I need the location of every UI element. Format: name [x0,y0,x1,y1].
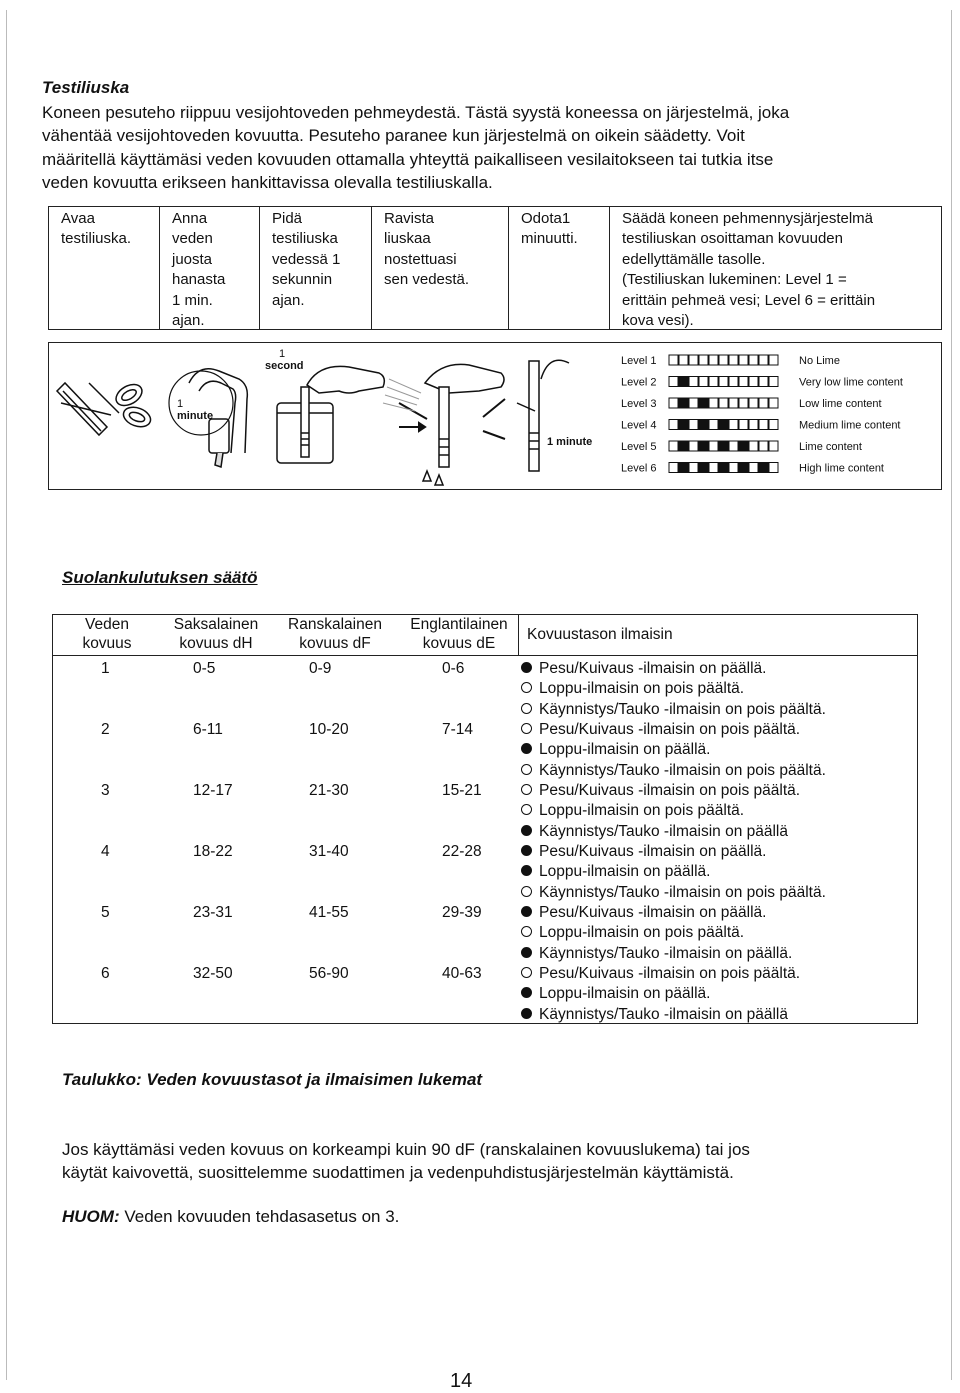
header-indicator [527,625,673,644]
level-box [669,398,678,408]
one-second-unit: second [265,360,304,372]
level-box [669,355,678,365]
header-text: Kovuustason ilmaisin [527,626,673,643]
wait-label: 1 minute [547,436,593,448]
step-2 [159,207,259,329]
header-text: kovuus dH [179,635,253,652]
level-chart [621,355,903,475]
level-box [729,420,738,430]
step-text: hanasta [172,271,226,289]
level-box [759,420,768,430]
one-minute-number: 1 [177,398,184,410]
step-text: erittäin pehmeä vesi; Level 6 = erittäin [622,291,876,309]
level-label: Level 5 [621,441,657,453]
cell-level: 3 [101,782,110,799]
one-second-number: 1 [279,348,286,360]
cell-df: 41-55 [309,904,349,921]
step-text: testiliuska. [61,230,132,248]
indicator-on-icon [521,825,532,836]
indicator-off-icon [521,926,532,937]
level-box [769,398,778,408]
indicator-on-icon [521,743,532,754]
level-description: Lime content [799,441,862,453]
level-box [679,463,688,473]
cell-df: 56-90 [309,965,349,982]
indicator-text: Pesu/Kuivaus -ilmaisin on päällä. [539,904,767,921]
step-text: minuutti. [521,230,578,248]
level-box [669,441,678,451]
level-description: Low lime content [799,398,882,410]
level-label: Level 1 [621,355,657,367]
cell-dh: 32-50 [193,965,233,982]
step-text: 1 min. [172,291,213,309]
step-text: sekunnin [272,271,333,289]
intro-line: määritellä käyttämäsi veden kovuuden ottamalla yhteyttä paikalliseen vesilaitokseen tai tutkia itse [42,149,774,169]
indicator-line [521,781,800,801]
level-box [679,398,688,408]
indicator-on-icon [521,987,532,998]
indicator-text: Loppu-ilmaisin on päällä. [539,863,711,881]
cell-df: 0-9 [309,660,332,677]
indicator-line [521,862,710,882]
level-box [739,377,748,387]
header-german [155,615,277,653]
step-text: nostettuasi [384,250,457,268]
indicator-off-icon [521,804,532,815]
level-box [749,377,758,387]
header-water-hardness [61,615,153,653]
step-text: Säädä koneen pehmennysjärjestelmä [622,210,873,227]
step-text: Ravista [384,210,435,227]
header-text: Englantilainen [410,616,508,633]
level-box [759,355,768,365]
level-box [749,398,758,408]
level-description: No Lime [799,355,840,367]
level-box [739,355,748,365]
indicator-line [521,964,800,984]
indicator-line [521,761,826,781]
level-box [729,398,738,408]
indicator-off-icon [521,967,532,978]
header-french [275,615,395,653]
level-box [719,420,728,430]
level-box [749,420,758,430]
step-text: Odota1 [521,210,571,227]
indicator-line [521,720,800,740]
note-line: käytät kaivovettä, suosittelemme suodattimen ja vedenpuhdistusjärjestelmän käyttämistä. [62,1163,734,1183]
spray-icon [383,379,421,411]
level-description: Very low lime content [799,376,903,389]
step-text: testiliuska [272,230,338,248]
hand-dipping-icon [277,366,384,463]
step-text: ajan. [272,291,305,309]
level-box [669,420,678,430]
indicator-on-icon [521,906,532,917]
level-box [709,398,718,408]
intro-line: Koneen pesuteho riippuu vesijohtoveden pehmeydestä. Tästä syystä koneessa on järjestelmä, joka [42,103,790,122]
level-box [739,441,748,451]
indicator-line [521,1005,788,1025]
level-box [769,420,778,430]
indicator-text: Pesu/Kuivaus -ilmaisin on päällä. [539,660,767,677]
cell-dh: 18-22 [193,843,233,860]
indicator-text: Käynnistys/Tauko -ilmaisin on pois päältä. [539,700,826,718]
table-caption: Taulukko: Veden kovuustasot ja ilmaisimen lukemat [62,1070,483,1089]
indicator-line [521,659,766,679]
indicator-line [521,923,744,943]
indicator-text: Pesu/Kuivaus -ilmaisin on päällä. [539,843,767,860]
hand-shaking-icon [423,364,504,485]
illustration-svg [49,343,943,491]
level-box [689,441,698,451]
cell-dh: 23-31 [193,904,233,921]
indicator-text: Käynnistys/Tauko -ilmaisin on päällä [539,1005,788,1023]
cell-df: 10-20 [309,721,349,738]
cell-level: 1 [101,660,110,677]
header-english [399,615,519,653]
step-text: liuskaa [384,230,431,248]
indicator-text: Loppu-ilmaisin on pois päältä. [539,802,745,820]
step-6 [609,207,941,329]
shake-arrows-icon [399,399,505,439]
level-box [679,377,688,387]
level-box [679,355,688,365]
section-title-test-strip: Testiliuska [42,78,130,97]
header-text: Saksalainen [173,616,259,633]
cell-dh: 0-5 [193,660,216,677]
step-text: (Testiliuskan lukeminen: Level 1 = [622,271,847,289]
level-box [729,377,738,387]
indicator-text: Pesu/Kuivaus -ilmaisin on pois päältä. [539,965,801,982]
scissors-icon [57,380,153,435]
level-box [759,377,768,387]
indicator-off-icon [521,764,532,775]
level-label: Level 2 [621,376,657,389]
level-box [739,398,748,408]
step-text: kova vesi). [622,312,694,330]
header-text: kovuus [82,635,132,652]
level-box [669,463,678,473]
note-text: Veden kovuuden tehdasasetus on 3. [119,1207,400,1226]
level-box [759,441,768,451]
note-paragraph [62,1138,750,1185]
step-text: edellyttämälle tasolle. [622,250,766,268]
level-box [719,441,728,451]
indicator-line [521,822,788,842]
level-box [719,355,728,365]
indicator-on-icon [521,845,532,856]
indicator-text: Käynnistys/Tauko -ilmaisin on pois päältä. [539,883,826,901]
level-box [689,463,698,473]
intro-line: vähentää vesijohtoveden kovuutta. Pesuteho paranee kun järjestelmä on oikein säädetty. Voit [42,126,745,146]
level-box [749,463,758,473]
level-box [709,441,718,451]
level-box [769,355,778,365]
indicator-line [521,883,826,903]
intro-paragraph [42,101,922,194]
level-box [759,463,768,473]
illustration-strip [48,342,942,490]
cell-de: 15-21 [442,782,482,799]
indicator-text: Käynnistys/Tauko -ilmaisin on päällä [539,822,788,840]
header-text: Veden [85,616,129,633]
indicator-on-icon [521,1008,532,1019]
cell-level: 4 [101,843,110,860]
level-box [709,463,718,473]
indicator-line [521,740,710,760]
indicator-text: Loppu-ilmaisin on pois päältä. [539,924,745,942]
level-box [709,420,718,430]
indicator-text: Pesu/Kuivaus -ilmaisin on pois päältä. [539,782,801,799]
page-number: 14 [450,1370,473,1392]
step-text: Pidä [272,210,303,227]
level-box [769,377,778,387]
indicator-line [521,700,826,720]
indicator-line [521,903,766,923]
indicator-on-icon [521,662,532,673]
level-label: Level 3 [621,398,657,410]
level-box [699,377,708,387]
step-text: juosta [172,250,213,268]
note-label: HUOM: [62,1207,120,1226]
header-text: kovuus dE [422,635,496,652]
indicator-text: Loppu-ilmaisin on päällä. [539,741,711,759]
level-description: Medium lime content [799,419,901,432]
header-text: Ranskalainen [288,616,382,633]
step-text: testiliuskan osoittaman kovuuden [622,230,843,248]
step-text: veden [172,230,213,248]
level-box [699,441,708,451]
steps-row [48,206,942,330]
step-3 [259,207,371,329]
indicator-off-icon [521,723,532,734]
header-rule [53,655,917,656]
level-box [719,377,728,387]
cell-level: 6 [101,965,110,982]
indicator-line [521,944,792,964]
indicator-line [521,984,710,1004]
strip-wait-icon [517,360,569,471]
cell-df: 21-30 [309,782,349,799]
step-text: ajan. [172,312,205,330]
one-minute-unit: minute [177,410,214,422]
indicator-on-icon [521,947,532,958]
cell-de: 0-6 [442,660,465,677]
step-text: sen vedestä. [384,271,470,289]
indicator-line [521,842,766,862]
level-box [699,420,708,430]
cell-dh: 6-11 [193,721,223,738]
level-box [689,420,698,430]
cell-de: 22-28 [442,843,482,860]
level-box [759,398,768,408]
indicator-off-icon [521,784,532,795]
level-box [769,463,778,473]
level-box [709,355,718,365]
level-box [699,398,708,408]
indicator-line [521,801,744,821]
header-text: kovuus dF [299,635,371,652]
intro-line: veden kovuutta erikseen hankittavissa olevalla testiliuskalla. [42,172,493,192]
cell-level: 2 [101,721,110,738]
hardness-table [52,614,918,1024]
step-5 [508,207,609,329]
indicator-text: Käynnistys/Tauko -ilmaisin on päällä. [539,944,793,962]
level-box [679,441,688,451]
step-1 [49,207,159,329]
factory-setting-note [62,1207,399,1227]
level-box [729,463,738,473]
level-box [719,398,728,408]
level-box [699,355,708,365]
header-divider [518,615,519,655]
level-box [689,355,698,365]
indicator-off-icon [521,682,532,693]
cell-level: 5 [101,904,110,921]
step-4 [371,207,508,329]
level-box [699,463,708,473]
note-line: Jos käyttämäsi veden kovuus on korkeampi kuin 90 dF (ranskalainen kovuuslukema) tai jos [62,1140,750,1159]
level-box [739,420,748,430]
level-label: Level 6 [621,462,657,475]
indicator-on-icon [521,865,532,876]
cell-de: 29-39 [442,904,482,921]
indicator-line [521,679,744,699]
level-box [729,441,738,451]
cell-dh: 12-17 [193,782,233,799]
indicator-off-icon [521,703,532,714]
level-description: High lime content [799,462,884,475]
level-box [739,463,748,473]
level-box [769,441,778,451]
indicator-text: Loppu-ilmaisin on päällä. [539,985,711,1003]
indicator-text: Käynnistys/Tauko -ilmaisin on pois päältä. [539,761,826,779]
cell-de: 40-63 [442,965,482,982]
level-box [709,377,718,387]
level-box [719,463,728,473]
level-box [679,420,688,430]
level-label: Level 4 [621,419,657,432]
indicator-text: Pesu/Kuivaus -ilmaisin on pois päältä. [539,721,801,738]
step-text: vedessä 1 [272,250,341,268]
level-box [729,355,738,365]
section-title-salt: Suolankulutuksen säätö [62,568,258,587]
indicator-text: Loppu-ilmaisin on pois päältä. [539,680,745,698]
level-box [669,377,678,387]
level-box [749,441,758,451]
cell-de: 7-14 [442,721,474,738]
step-text: Anna [172,210,208,227]
indicator-off-icon [521,886,532,897]
step-text: Avaa [61,210,95,227]
cell-df: 31-40 [309,843,349,860]
level-box [749,355,758,365]
level-box [689,398,698,408]
level-box [689,377,698,387]
